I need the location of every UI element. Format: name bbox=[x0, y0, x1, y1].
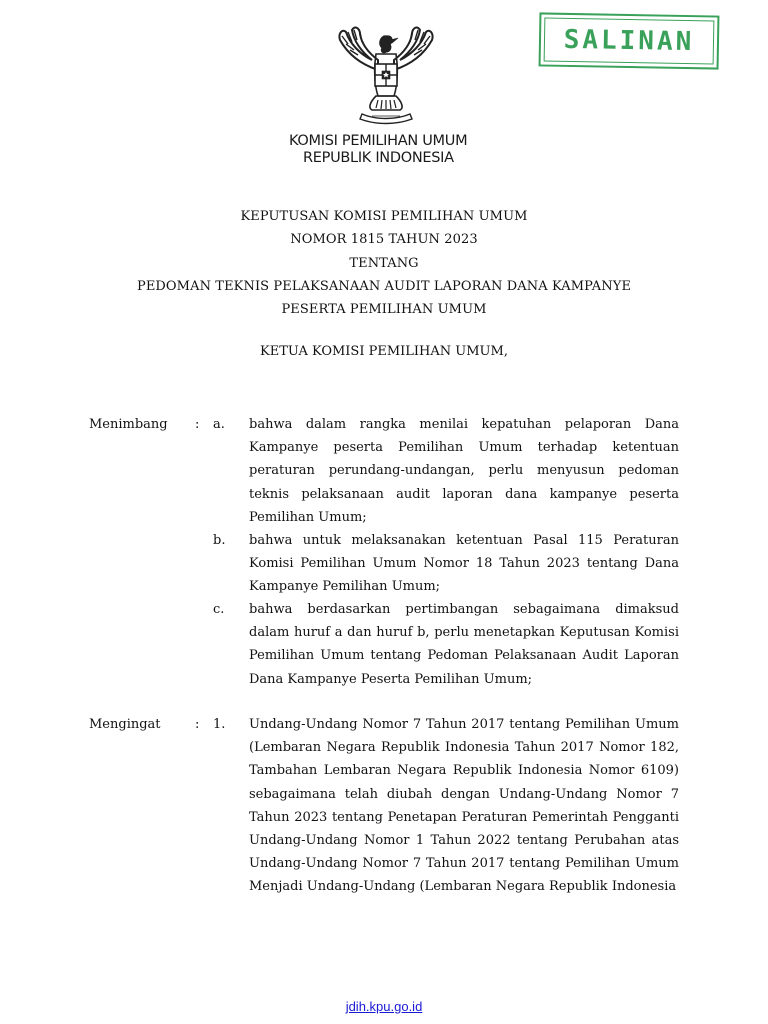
decree-title: KEPUTUSAN KOMISI PEMILIHAN UMUM bbox=[240, 209, 528, 224]
menimbang-item-a: bahwa dalam rangka menilai kepatuhan pelaporan Dana Kampanye peserta Pemilihan Umum terhadap ketentuan peraturan perundang-undangan, perlu menyusun pedoman teknis pelaksanaan audit laporan dana kampanye peserta Pemilihan Umum; bbox=[249, 417, 679, 525]
institution-name bbox=[270, 133, 500, 167]
menimbang-label: Menimbang bbox=[89, 417, 168, 432]
menimbang-marker-b: b. bbox=[213, 533, 226, 548]
decree-number: NOMOR 1815 TAHUN 2023 bbox=[290, 232, 478, 248]
institution-line-2: REPUBLIK INDONESIA bbox=[303, 150, 454, 166]
mengingat-label: Mengingat bbox=[89, 717, 161, 732]
menimbang-item-b: bahwa untuk melaksanakan ketentuan Pasal 115 Peraturan Komisi Pemilihan Umum Nomor 18 Tahun 2023 tentang Dana Kampanye Pemilihan Umum; bbox=[249, 533, 679, 595]
decree-tentang: TENTANG bbox=[349, 255, 419, 271]
salinan-stamp bbox=[539, 12, 720, 69]
mengingat-item-1: Undang-Undang Nomor 7 Tahun 2017 tentang Pemilihan Umum (Lembaran Negara Republik Indonesia Tahun 2017 Nomor 182, Tambahan Lembaran Negara Republik Indonesia Nomor 6109) sebagaimana telah diubah dengan Undang-Undang Nomor 7 Tahun 2023 tentang Penetapan Peraturan Pemerintah Pengganti Undang-Undang Nomor 1 Tahun 2022 tentang Perubahan atas Undang-Undang Nomor 7 Tahun 2017 tentang Pemilihan Umum Menjadi Undang-Undang (Lembaran Negara Republik Indonesia bbox=[249, 717, 679, 895]
menimbang-colon: : bbox=[195, 417, 200, 432]
jdih-link[interactable]: jdih.kpu.go.id bbox=[345, 999, 423, 1014]
garuda-emblem bbox=[328, 22, 444, 126]
institution-line-1: KOMISI PEMILIHAN UMUM bbox=[289, 133, 468, 149]
decree-subject-line-2: PESERTA PEMILIHAN UMUM bbox=[281, 302, 487, 318]
menimbang-marker-c: c. bbox=[213, 602, 225, 617]
ketua-heading: KETUA KOMISI PEMILIHAN UMUM, bbox=[260, 344, 508, 359]
decree-subject-line-1: PEDOMAN TEKNIS PELAKSANAAN AUDIT LAPORAN DANA KAMPANYE bbox=[136, 278, 632, 294]
menimbang-item-c: bahwa berdasarkan pertimbangan sebagaimana dimaksud dalam huruf a dan huruf b, perlu menetapkan Keputusan Komisi Pemilihan Umum tentang Pedoman Pelaksanaan Audit Laporan Dana Kampanye Peserta Pemilihan Umum; bbox=[249, 602, 679, 687]
decree-header bbox=[0, 205, 768, 321]
mengingat-colon: : bbox=[195, 717, 200, 732]
stamp-text: SALINAN bbox=[563, 24, 695, 58]
menimbang-marker-a: a. bbox=[213, 417, 225, 432]
mengingat-marker-1: 1. bbox=[213, 717, 226, 732]
